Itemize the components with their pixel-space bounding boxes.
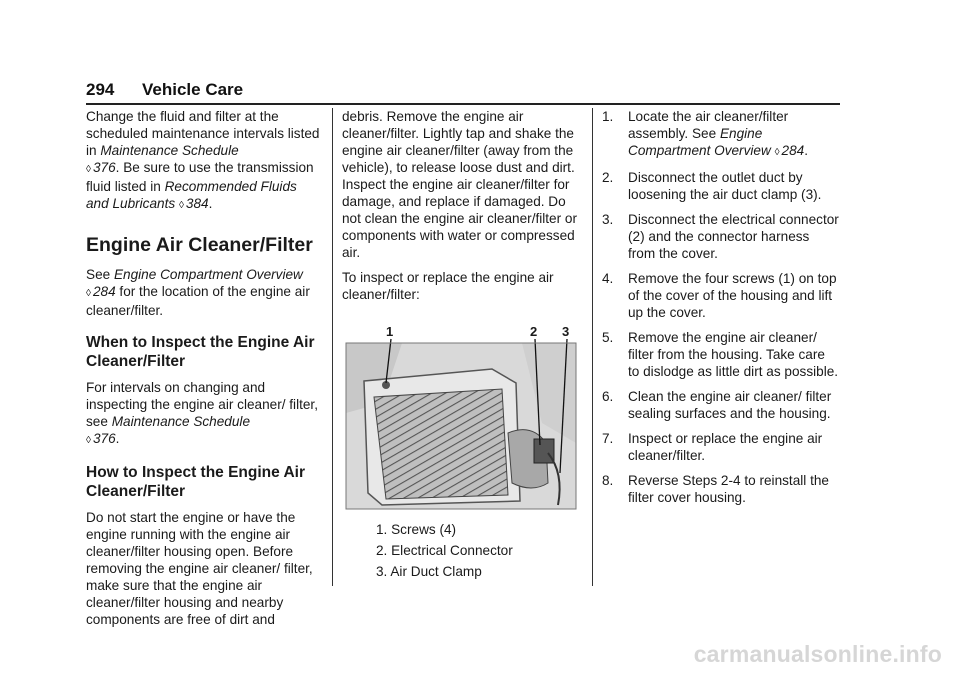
page-arrow-icon: ◊ (178, 200, 184, 211)
step-number: 2. (602, 170, 614, 185)
page-number: 294 (86, 80, 115, 99)
step-text-part: Locate the air cleaner/filter assembly. See (628, 109, 789, 141)
caption-item: 1. Screws (4) (376, 522, 457, 537)
step-text: Reverse Steps 2-4 to reinstall the filter cover housing. (628, 473, 829, 505)
caption-item: 3. Air Duct Clamp (376, 564, 482, 579)
intro-text: Change the fluid and filter at the scheduled maintenance intervals listed in (86, 109, 320, 158)
section-title: Vehicle Care (142, 80, 244, 99)
link-recommended-fluids[interactable]: Recommended Fluids and Lubricants (86, 179, 297, 211)
page-ref-284[interactable]: 284 (781, 143, 805, 158)
figure-caption (342, 521, 582, 580)
page-ref-376[interactable]: 376 (92, 431, 116, 446)
page-header (86, 80, 840, 100)
step-number: 1. (602, 109, 614, 124)
inspect-intro-paragraph: To inspect or replace the engine air cleaner/filter: (342, 270, 554, 302)
figure-label-2: 2 (530, 324, 538, 339)
caption-item: 2. Electrical Connector (376, 543, 513, 558)
when-text-2: . (115, 431, 120, 446)
step-text: Clean the engine air cleaner/ filter sealing surfaces and the housing. (628, 389, 832, 421)
intro-text-2: . Be sure to use the transmission fluid listed in (86, 160, 314, 194)
page-arrow-icon: ◊ (86, 164, 91, 175)
step-number: 4. (602, 271, 614, 286)
step-item (602, 169, 840, 203)
step-text: Disconnect the electrical connector (2) and the connector harness from the cover. (628, 212, 839, 261)
heading-engine-air-cleaner: Engine Air Cleaner/Filter (86, 234, 313, 256)
intro-paragraph (86, 108, 322, 214)
link-maintenance-schedule[interactable]: Maintenance Schedule (111, 414, 251, 429)
step-number: 6. (602, 389, 614, 404)
watermark[interactable]: carmanualsonline.info (693, 641, 942, 667)
step-text: Remove the engine air cleaner/ filter from the housing. Take care to dislodge as little dirt as possible. (628, 330, 839, 379)
step-number: 7. (602, 431, 614, 446)
step-item (602, 472, 840, 506)
step-text (628, 108, 840, 161)
when-paragraph (86, 379, 322, 449)
page-arrow-icon: ◊ (774, 147, 780, 158)
column-divider-2 (592, 108, 593, 586)
step-item (602, 108, 840, 161)
page-arrow-icon: ◊ (86, 435, 91, 446)
step-text: Inspect or replace the engine air cleaner/filter. (628, 431, 823, 463)
procedure-steps (602, 108, 840, 506)
see-text-2: for the location of the engine air cleaner/filter. (86, 284, 310, 318)
step-number: 3. (602, 212, 614, 227)
figure-label-1: 1 (386, 324, 394, 339)
step-item (602, 388, 840, 422)
link-engine-compartment[interactable]: Engine Compartment Overview (628, 126, 771, 158)
see-text: See (86, 267, 114, 282)
heading-when-to-inspect: When to Inspect the Engine Air Cleaner/Filter (86, 334, 315, 370)
step-number: 8. (602, 473, 614, 488)
air-cleaner-illustration (342, 323, 578, 513)
page-ref-384[interactable]: 384 (185, 196, 209, 211)
step-text-end: . (804, 143, 808, 158)
how-paragraph: Do not start the engine or have the engine running with the engine air cleaner/filter housing open. Before removing the engine air cleaner/ filter, make sure that the engine air cleaner/filter housing and nearby components are free of dirt and (86, 510, 313, 627)
air-cleaner-figure (342, 323, 578, 513)
header-rule (86, 103, 840, 105)
see-paragraph (86, 266, 322, 319)
step-item (602, 430, 840, 464)
step-item (602, 270, 840, 321)
column-3 (602, 108, 840, 514)
column-1 (86, 108, 322, 636)
step-text: Disconnect the outlet duct by loosening the air duct clamp (3). (628, 170, 822, 202)
step-text: Remove the four screws (1) on top of the cover of the housing and lift up the cover. (628, 271, 837, 320)
link-maintenance-schedule[interactable]: Maintenance Schedule (100, 143, 239, 158)
page-ref-284[interactable]: 284 (92, 284, 116, 299)
heading-how-to-inspect: How to Inspect the Engine Air Cleaner/Filter (86, 464, 306, 500)
link-engine-compartment[interactable]: Engine Compartment Overview (113, 267, 303, 282)
column-2 (342, 108, 582, 584)
debris-paragraph: debris. Remove the engine air cleaner/filter. Lightly tap and shake the engine air cleaner/filter (away from the vehicle), to release loose dust and dirt. Inspect the engine air cleaner/filter for damage, and replace if damaged. Do not clean the engine air cleaner/filter or components with water or compressed air. (342, 109, 578, 260)
step-item (602, 211, 840, 262)
page-arrow-icon: ◊ (86, 288, 91, 299)
figure-label-3: 3 (562, 324, 570, 339)
intro-text-3: . (208, 196, 213, 211)
page-ref-376[interactable]: 376 (92, 160, 116, 175)
step-item (602, 329, 840, 380)
when-text: For intervals on changing and inspecting the engine air cleaner/ filter, see (86, 380, 318, 429)
step-number: 5. (602, 330, 614, 345)
column-divider-1 (332, 108, 333, 586)
